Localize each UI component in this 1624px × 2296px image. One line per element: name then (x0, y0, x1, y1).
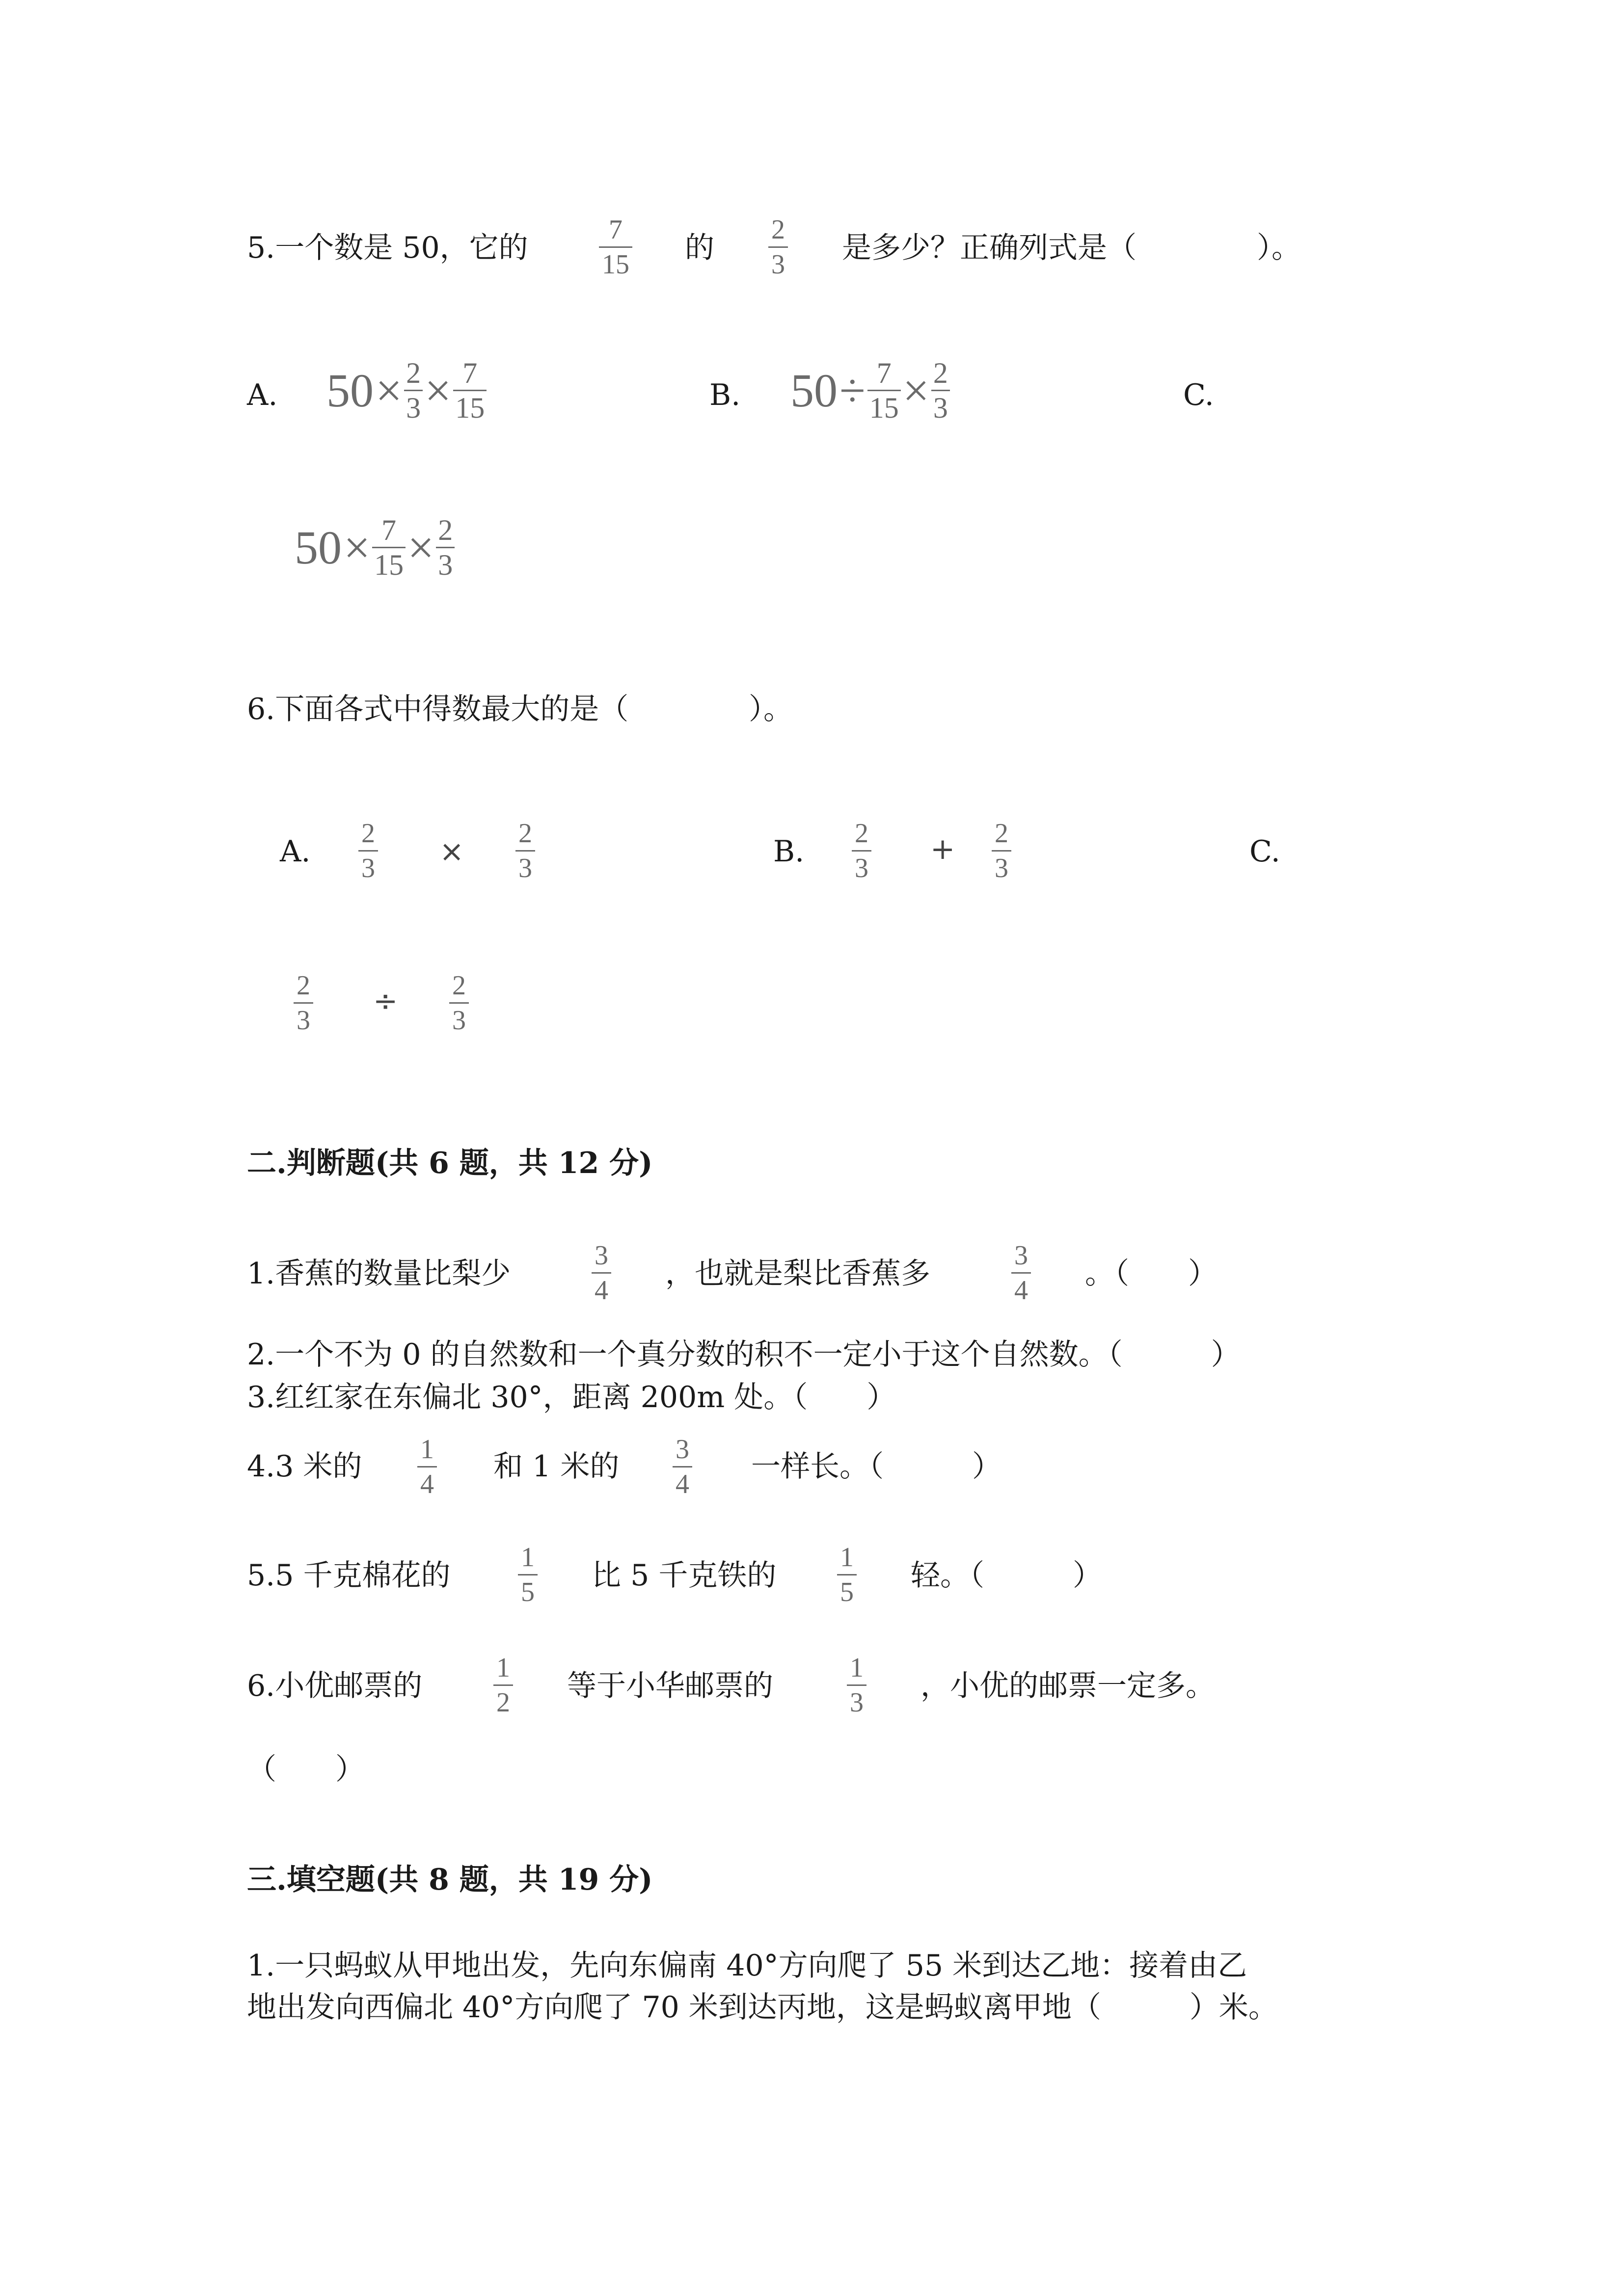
fraction-denominator: 3 (933, 392, 948, 424)
q5-fraction-2 (768, 216, 788, 278)
fraction-denominator: 4 (420, 1469, 434, 1499)
judge-item-1-fraction-2 (1011, 1242, 1031, 1304)
fraction-numerator: 2 (438, 514, 453, 546)
judge-item-6-text-d: （ ） (247, 1752, 365, 1787)
q5-option-a-expression (326, 358, 487, 423)
fraction-numerator: 7 (462, 357, 478, 389)
times-operator: × (407, 521, 434, 574)
times-operator: × (376, 364, 403, 417)
q5-text-a: 5.一个数是 50，它的 (247, 231, 528, 265)
judge-item-4-text-a: 4.3 米的 (247, 1449, 362, 1484)
fraction-denominator: 3 (771, 249, 785, 280)
judge-item-5-fraction-2 (837, 1544, 857, 1606)
q6-option-c-fraction-2 (449, 972, 469, 1034)
times-operator: × (344, 521, 371, 574)
expr-fraction (436, 515, 455, 580)
fraction-denominator: 3 (438, 549, 453, 581)
q5-text-b: 的 (685, 231, 714, 265)
fraction-denominator: 15 (455, 392, 485, 424)
expr-lead: 50 (790, 364, 838, 417)
judge-item-4-text-c: 一样长。（ ） (751, 1449, 1001, 1484)
fraction-denominator: 3 (518, 853, 532, 883)
fraction-denominator: 3 (361, 853, 375, 883)
judge-item-1-fraction-1 (592, 1242, 611, 1304)
q5-text-d: ）。 (1257, 231, 1301, 265)
q6-option-b-label: B. (773, 834, 805, 869)
fraction-numerator: 1 (521, 1542, 535, 1573)
q5-option-c-expression (295, 515, 455, 580)
fraction-numerator: 2 (995, 818, 1008, 849)
fraction-denominator: 3 (850, 1687, 864, 1718)
q5-option-b-label: B. (709, 378, 741, 412)
judge-item-3-text: 3.红红家在东偏北 30°，距离 200m 处。（ ） (247, 1380, 896, 1415)
fraction-denominator: 15 (869, 392, 899, 424)
q6-option-c-label: C. (1249, 834, 1280, 869)
q5-fraction-1 (599, 216, 632, 278)
expr-fraction (453, 358, 487, 423)
judge-item-5-text-a: 5.5 千克棉花的 (247, 1558, 451, 1593)
expr-fraction (867, 358, 901, 423)
times-operator: × (439, 834, 464, 869)
judge-item-6-text-b: 等于小华邮票的 (567, 1669, 773, 1703)
q6-option-a-fraction-2 (515, 820, 535, 882)
fill-item-1-line-1: 1.一只蚂蚁从甲地出发，先向东偏南 40°方向爬了 55 米到达乙地：接着由乙 (247, 1949, 1247, 1983)
judge-item-6-fraction-2 (847, 1654, 866, 1716)
expr-fraction (931, 358, 950, 423)
judge-item-6-fraction-1 (493, 1654, 513, 1716)
expr-lead: 50 (295, 521, 342, 574)
fraction-denominator: 3 (297, 1005, 310, 1036)
fraction-denominator: 5 (521, 1577, 535, 1607)
fraction-numerator: 1 (496, 1653, 510, 1683)
expr-fraction (372, 515, 406, 580)
fraction-numerator: 7 (876, 357, 892, 389)
fraction-denominator: 3 (995, 853, 1008, 883)
fraction-numerator: 7 (381, 514, 397, 546)
fraction-denominator: 15 (602, 249, 629, 280)
plus-operator: + (930, 832, 955, 866)
q6-text-end: ）。 (749, 692, 793, 726)
fraction-denominator: 3 (452, 1005, 466, 1036)
q6-option-a-label: A. (280, 834, 311, 869)
q6-option-b-fraction-2 (992, 820, 1011, 882)
judge-item-2-text: 2.一个不为 0 的自然数和一个真分数的积不一定小于这个自然数。（ ） (247, 1337, 1241, 1372)
fraction-numerator: 2 (361, 818, 375, 849)
judge-item-4-fraction-1 (417, 1436, 437, 1498)
fraction-denominator: 3 (855, 853, 868, 883)
section-3-title: 三.填空题(共 8 题，共 19 分) (247, 1863, 653, 1897)
fraction-numerator: 1 (840, 1542, 854, 1573)
fraction-numerator: 1 (850, 1653, 864, 1683)
fraction-numerator: 2 (452, 970, 466, 1001)
fraction-numerator: 3 (595, 1240, 608, 1271)
fraction-denominator: 4 (676, 1469, 689, 1499)
fraction-denominator: 4 (1014, 1275, 1028, 1306)
fill-item-1-line-2: 地出发向西偏北 40°方向爬了 70 米到达丙地，这是蚂蚁离甲地（ ）米。 (247, 1990, 1278, 2025)
q5-option-a-label: A. (247, 378, 278, 412)
judge-item-5-text-c: 轻。（ ） (911, 1558, 1102, 1593)
divide-operator: ÷ (839, 364, 866, 417)
fraction-denominator: 3 (406, 392, 421, 424)
fraction-numerator: 1 (420, 1434, 434, 1465)
judge-item-6-text-c: ，小优的邮票一定多。 (920, 1669, 1215, 1703)
fraction-numerator: 2 (406, 357, 421, 389)
divide-operator: ÷ (373, 984, 398, 1018)
q6-option-b-fraction-1 (852, 820, 871, 882)
q6-text: 6.下面各式中得数最大的是（ (247, 692, 629, 726)
q5-option-b-expression (790, 358, 950, 423)
section-2-title: 二.判断题(共 6 题，共 12 分) (247, 1146, 653, 1180)
q6-option-c-fraction-1 (294, 972, 313, 1034)
q5-text-c: 是多少？正确列式是（ (842, 231, 1137, 265)
fraction-numerator: 2 (933, 357, 948, 389)
judge-item-1-text-a: 1.香蕉的数量比梨少 (247, 1256, 511, 1291)
fraction-denominator: 4 (595, 1275, 608, 1306)
q6-option-a-fraction-1 (358, 820, 378, 882)
judge-item-1-text-c: 。（ ） (1085, 1256, 1218, 1291)
fraction-numerator: 3 (1014, 1240, 1028, 1271)
fraction-numerator: 7 (609, 214, 623, 245)
expr-fraction (404, 358, 423, 423)
fraction-numerator: 2 (297, 970, 310, 1001)
judge-item-5-text-b: 比 5 千克铁的 (592, 1558, 777, 1593)
judge-item-4-fraction-2 (673, 1436, 692, 1498)
judge-item-1-text-b: ，也就是梨比香蕉多 (665, 1256, 930, 1291)
times-operator: × (902, 364, 929, 417)
fraction-denominator: 5 (840, 1577, 854, 1607)
expr-lead: 50 (326, 364, 374, 417)
judge-item-4-text-b: 和 1 米的 (493, 1449, 620, 1484)
fraction-numerator: 3 (676, 1434, 689, 1465)
times-operator: × (425, 364, 452, 417)
fraction-denominator: 2 (496, 1687, 510, 1718)
judge-item-6-text-a: 6.小优邮票的 (247, 1669, 423, 1703)
fraction-denominator: 15 (374, 549, 404, 581)
fraction-numerator: 2 (771, 214, 785, 245)
q5-option-c-label: C. (1183, 378, 1214, 412)
fraction-numerator: 2 (518, 818, 532, 849)
fraction-numerator: 2 (855, 818, 868, 849)
judge-item-5-fraction-1 (518, 1544, 538, 1606)
